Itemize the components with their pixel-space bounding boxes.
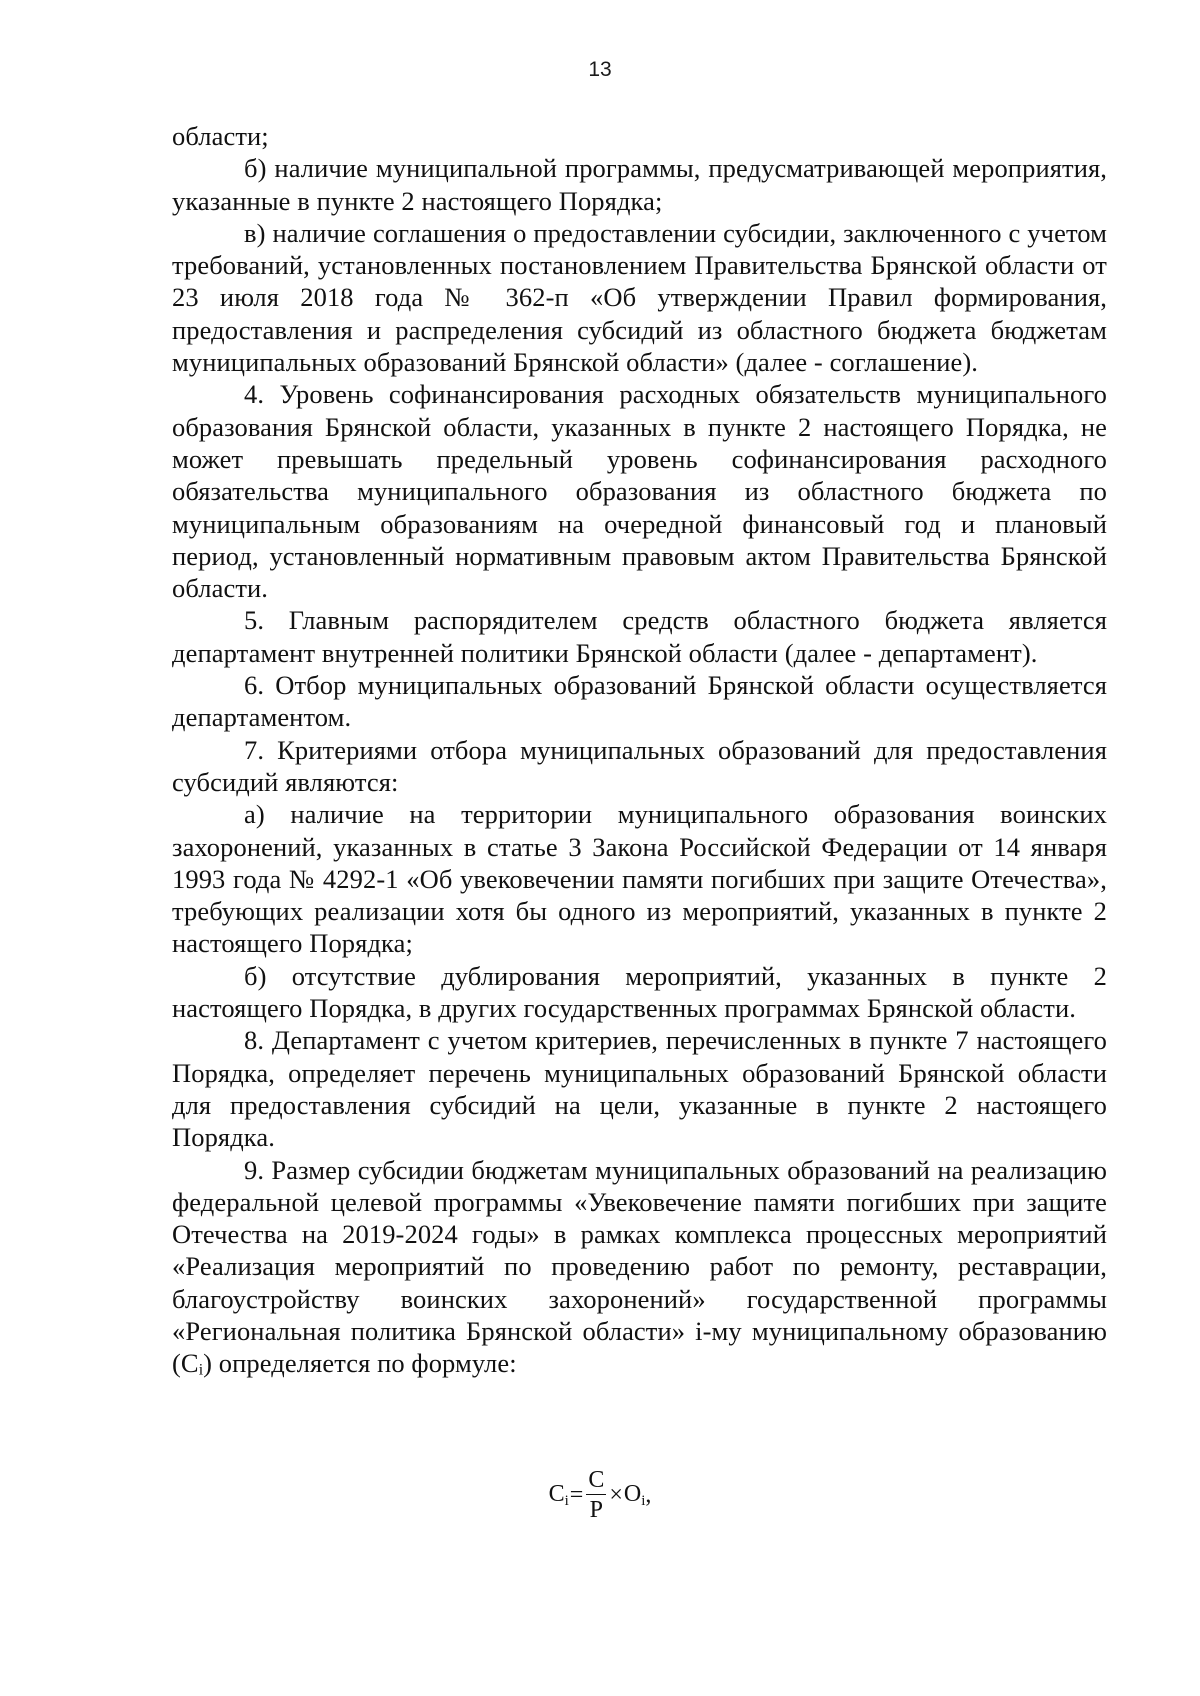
paragraph-4-cofinancing-level: 4. Уровень софинансирования расходных обязательств муниципального образования Брянской области, указанных в пункте 2 настоящего Порядка, не может превышать предельный уровень софинансирования расходного обязательства муниципального образования из областного бюджета по муниципальным образованиям на очередной финансовый год и плановый период, установленный нормативным правовым актом Правительства Брянской области.	[172, 379, 1107, 604]
page-number: 13	[588, 58, 612, 81]
formula-equals: =	[569, 1481, 584, 1508]
formula-lhs: $C_i$	[548, 1480, 569, 1509]
paragraph-continuation: области;	[172, 121, 269, 151]
formula-fraction	[586, 1468, 606, 1522]
paragraph-item-v-agreement: в) наличие соглашения о предоставлении субсидии, заключенного с учетом требований, установленных постановлением Правительства Брянской области от 23 июля 2018 года № 362-п «Об утверждении Правил формирования, предоставления и распределения субсидий из областного бюджета бюджетам муниципальных образований Брянской области» (далее - соглашение).	[172, 217, 1107, 378]
formula-numerator: C	[588, 1467, 605, 1493]
paragraph-criterion-b-no-duplication: б) отсутствие дублирования мероприятий, указанных в пункте 2 настоящего Порядка, в других государственных программах Брянской области.	[172, 960, 1107, 1024]
paragraph-5-main-administrator: 5. Главным распорядителем средств областного бюджета является департамент внутренней политики Брянской области (далее - департамент).	[172, 605, 1107, 668]
paragraph-8-department-list: 8. Департамент с учетом критериев, перечисленных в пункте 7 настоящего Порядка, определяет перечень муниципальных образований Брянской области для предоставления субсидий на цели, указанные в пункте 2 настоящего Порядка.	[172, 1025, 1107, 1153]
formula-times: ×	[609, 1481, 623, 1508]
paragraph-9-subsidy-size: 9. Размер субсидии бюджетам муниципальных образований на реализацию федеральной целевой программы «Увековечение памяти погибших при защите Отечества на 2019-2024 годы» в рамках комплекса процессных мероприятий «Реализация мероприятий по проведению работ по ремонту, реставрации, благоустройству воинских захоронений» государственной программы «Региональная политика Брянской области» i-му муниципальному образованию (Cᵢ) определяется по формуле:	[172, 1154, 1107, 1379]
formula-factor: $O_i$	[623, 1480, 646, 1509]
formula-trailing-comma: ,	[645, 1481, 652, 1508]
subsidy-formula	[0, 1468, 1200, 1522]
paragraph-criterion-a-burials: а) наличие на территории муниципального образования воинских захоронений, указанных в статье 3 Закона Российской Федерации от 14 января 1993 года № 4292-1 «Об увековечении памяти погибших при защите Отечества», требующих реализации хотя бы одного из мероприятий, указанных в пункте 2 настоящего Порядка;	[172, 799, 1107, 959]
document-body	[172, 120, 1107, 1380]
formula-denominator: P	[589, 1497, 604, 1523]
paragraph-6-selection: 6. Отбор муниципальных образований Брянской области осуществляется департаментом.	[172, 670, 1107, 733]
paragraph-7-criteria: 7. Критериями отбора муниципальных образований для предоставления субсидий являются:	[172, 734, 1107, 797]
paragraph-item-b-program: б) наличие муниципальной программы, предусматривающей мероприятия, указанные в пункте 2 настоящего Порядка;	[172, 153, 1107, 216]
